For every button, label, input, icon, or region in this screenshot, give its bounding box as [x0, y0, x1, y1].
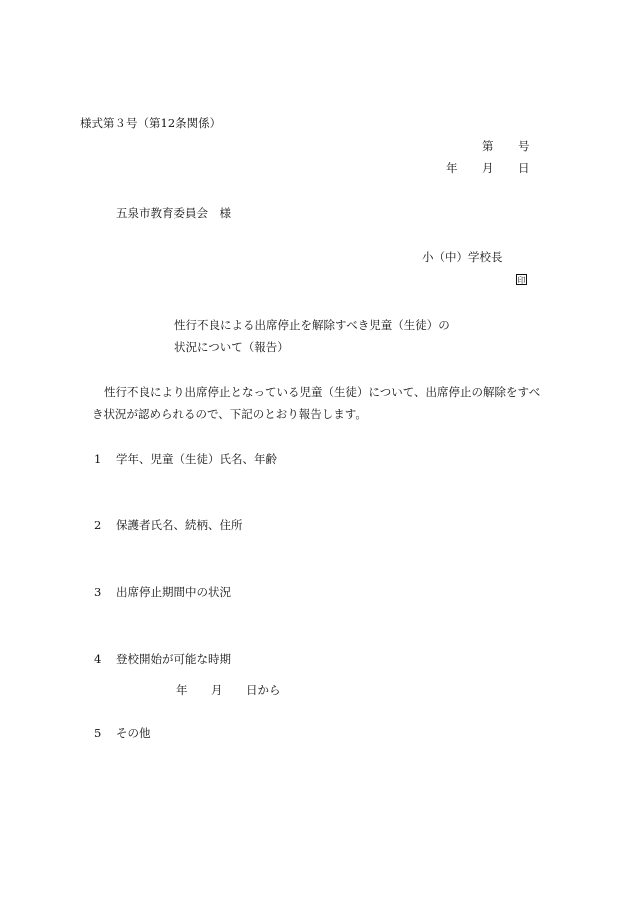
item-2-label: 保護者氏名、続柄、住所: [116, 518, 243, 532]
subject-line-1: 性行不良による出席停止を解除すべき児童（生徒）の: [174, 318, 450, 332]
item-1-label: 学年、児童（生徒）氏名、年齢: [116, 452, 277, 466]
start-date-year: 年: [176, 683, 188, 697]
item-2-number: 2: [94, 518, 102, 532]
body-line-1: 性行不良により出席停止となっている児童（生徒）について、出席停止の解除をすべ: [104, 385, 541, 399]
item-5-number: 5: [94, 726, 102, 740]
seal-mark: 印: [517, 276, 526, 285]
date-year: 年: [446, 161, 458, 175]
item-4-label: 登校開始が可能な時期: [116, 652, 231, 666]
sender-title: 小（中）学校長: [422, 250, 503, 264]
body-line-2: き状況が認められるので、下記のとおり報告します。: [92, 407, 367, 421]
addressee: 五泉市教育委員会 様: [116, 206, 231, 220]
doc-number-prefix: 第: [482, 139, 494, 153]
form-number: 様式第３号（第12条関係）: [80, 116, 222, 130]
item-5-label: その他: [116, 726, 151, 740]
date-month: 月: [482, 161, 494, 175]
start-date-day-from: 日から: [246, 683, 281, 697]
date-day: 日: [518, 161, 530, 175]
start-date-month: 月: [211, 683, 223, 697]
item-4-number: 4: [94, 652, 102, 666]
subject-line-2: 状況について（報告）: [174, 340, 289, 354]
item-1-number: 1: [94, 452, 102, 466]
item-3-number: 3: [94, 585, 102, 599]
item-3-label: 出席停止期間中の状況: [116, 585, 231, 599]
doc-number-suffix: 号: [518, 139, 530, 153]
